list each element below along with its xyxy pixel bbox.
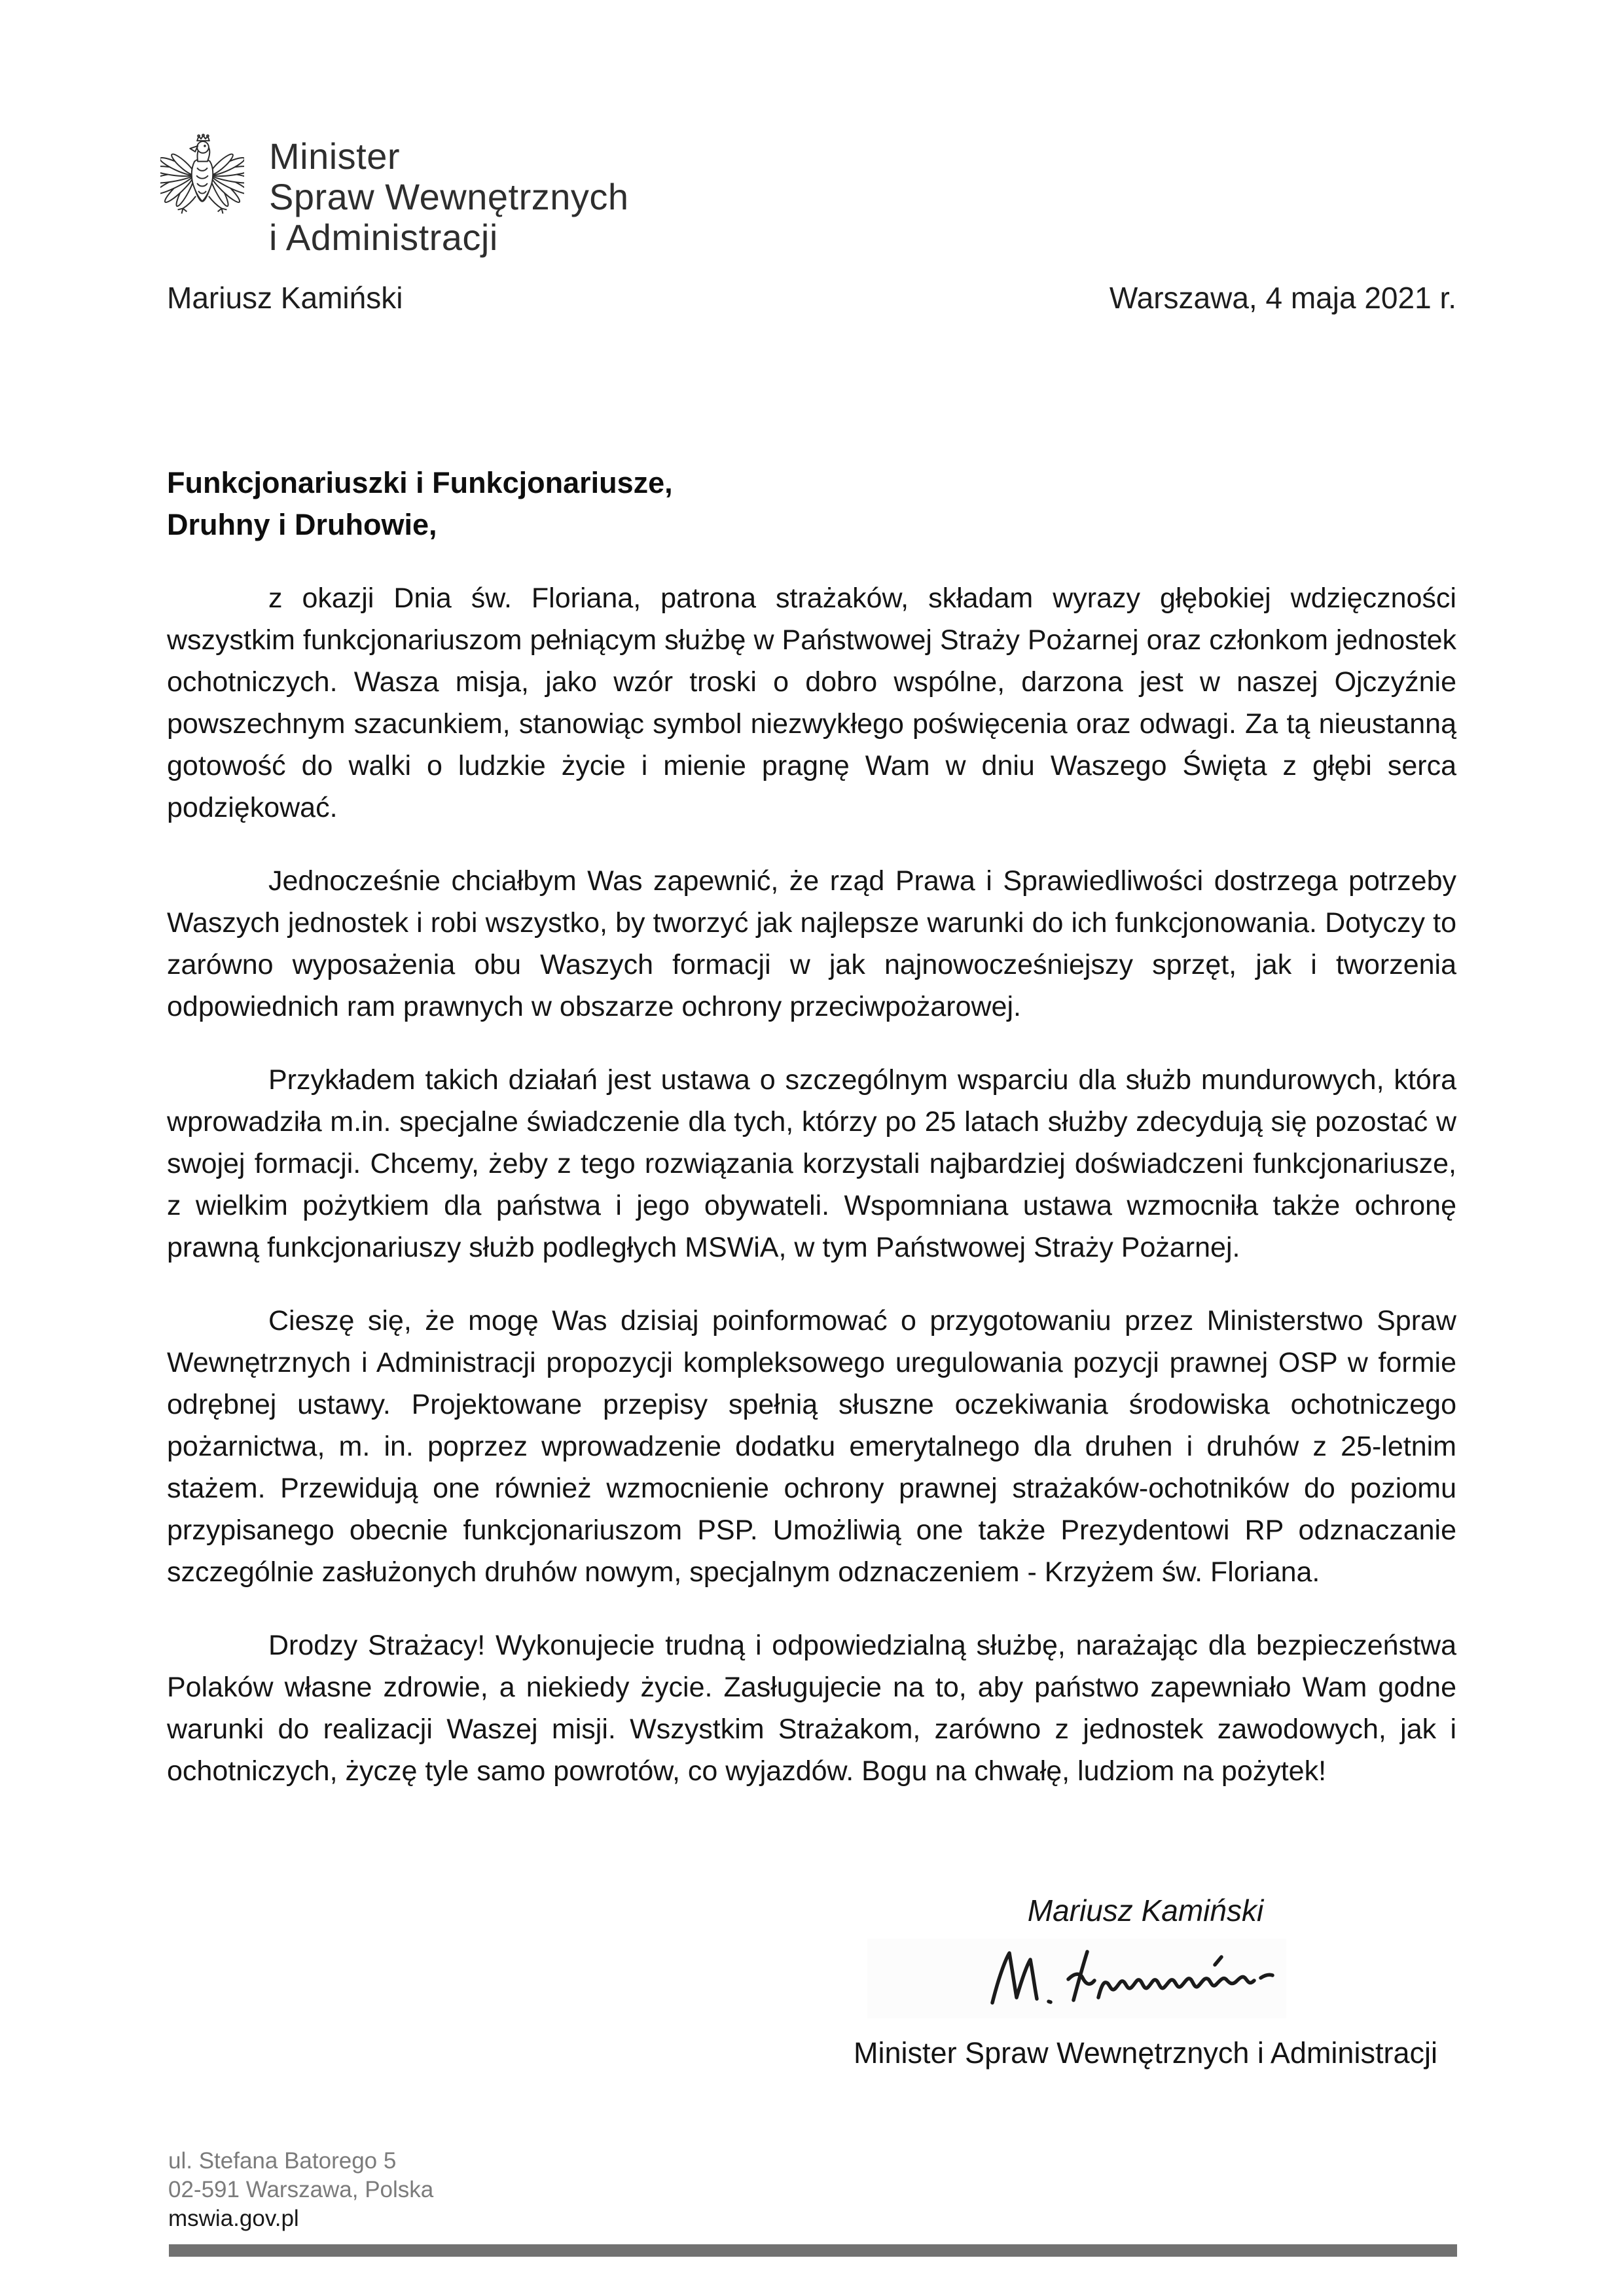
handwritten-signature-icon — [975, 1943, 1316, 2020]
signatory-name: Mariusz Kamiński — [1027, 1893, 1264, 1928]
paragraph-3: Przykładem takich działań jest ustawa o szczególnym wsparciu dla służb mundurowych, która wprowadziła m.in. specjalne świadczenie dla tych, którzy po 25 latach służby zdecydują się pozostać w swojej formacji. Chcemy, żeby z tego rozwiązania korzystali najbardziej doświadczeni funkcjonariusze, z wielkim pożytkiem dla państwa i jego obywateli. Wspomniana ustawa wzmocniła także ochronę prawną funkcjonariuszy służb podległych MSWiA, w tym Państwowej Straży Pożarnej. — [167, 1064, 1456, 1263]
signature-block — [828, 1893, 1463, 2070]
polish-eagle-emblem-icon — [160, 131, 244, 241]
footer-city: 02-591 Warszawa, Polska — [168, 2177, 434, 2202]
salutation-line-1: Funkcjonariuszki i Funkcjonariusze, — [167, 466, 673, 499]
footer-street: ul. Stefana Batorego 5 — [168, 2148, 397, 2174]
letter-body — [167, 462, 1456, 1792]
ministry-wordmark — [269, 131, 629, 258]
salutation — [167, 462, 1456, 546]
ministry-name-line-2: Spraw Wewnętrznych — [269, 176, 629, 217]
sender-date-row — [167, 280, 1456, 315]
paragraph-5: Drodzy Strażacy! Wykonujecie trudną i odpowiedzialną służbę, narażając dla bezpieczeństwa Polaków własne zdrowie, a niekiedy życie. Zasługujecie na to, aby państwo zapewniało Wam godne warunki do realizacji Waszej misji. Wszystkim Strażakom, zarówno z jednostek zawodowych, jak i ochotniczych, życzę tyle samo powrotów, co wyjazdów. Bogu na chwałę, ludziom na pożytek! — [167, 1630, 1456, 1787]
signatory-title: Minister Spraw Wewnętrznych i Administracji — [854, 2036, 1437, 2070]
footer-website: mswia.gov.pl — [168, 2206, 299, 2231]
footer-address — [168, 2147, 433, 2233]
handwritten-signature — [828, 1943, 1463, 2023]
place-and-date: Warszawa, 4 maja 2021 r. — [1109, 281, 1456, 315]
ministry-name-line-1: Minister — [269, 135, 401, 177]
footer-divider-bar — [169, 2244, 1457, 2257]
sender-name: Mariusz Kamiński — [167, 281, 403, 315]
paragraph-2: Jednocześnie chciałbym Was zapewnić, że rząd Prawa i Sprawiedliwości dostrzega potrzeby Waszych jednostek i robi wszystko, by tworzyć jak najlepsze warunki do ich funkcjonowania. Dotyczy to zarówno wyposażenia obu Waszych formacji w jak najnowocześniejszy sprzęt, jak i tworzenia odpowiednich ram prawnych w obszarze ochrony przeciwpożarowej. — [167, 865, 1456, 1022]
salutation-line-2: Druhny i Druhowie, — [167, 508, 437, 541]
paragraph-4: Cieszę się, że mogę Was dzisiaj poinformować o przygotowaniu przez Ministerstwo Spraw Wewnętrznych i Administracji propozycji kompleksowego uregulowania pozycji prawnej OSP w formie odrębnej ustawy. Projektowane przepisy spełnią słuszne oczekiwania środowiska ochotniczego pożarnictwa, m. in. poprzez wprowadzenie dodatku emerytalnego dla druhen i druhów z 25-letnim stażem. Przewidują one również wzmocnienie ochrony prawnej strażaków-ochotników do poziomu przypisanego obecnie funkcjonariuszom PSP. Umożliwią one także Prezydentowi RP odznaczanie szczególnie zasłużonych druhów nowym, specjalnym odznaczeniem - Krzyżem św. Floriana. — [167, 1305, 1456, 1588]
paragraph-1: z okazji Dnia św. Floriana, patrona strażaków, składam wyrazy głębokiej wdzięczności wszystkim funkcjonariuszom pełniącym służbę w Państwowej Straży Pożarnej oraz członkom jednostek ochotniczych. Wasza misja, jako wzór troski o dobro wspólne, darzona jest w naszej Ojczyźnie powszechnym szacunkiem, stanowiąc symbol niezwykłego poświęcenia oraz odwagi. Za tą nieustanną gotowość do walki o ludzkie życie i mienie pragnę Wam w dniu Waszego Święta z głębi serca podziękować. — [167, 583, 1456, 823]
letterhead — [160, 131, 629, 258]
ministry-name-line-3: i Administracji — [269, 217, 498, 258]
